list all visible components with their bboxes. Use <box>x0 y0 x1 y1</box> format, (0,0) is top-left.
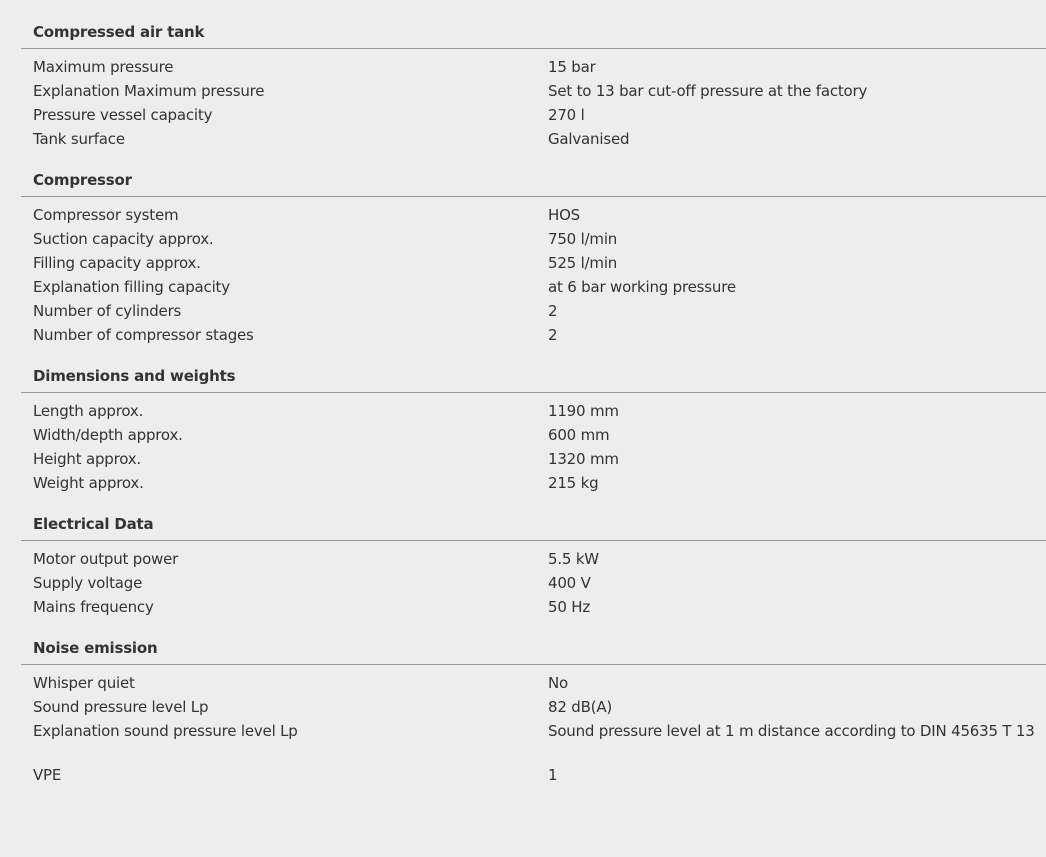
spec-row <box>21 103 1046 127</box>
spec-value: 215 kg <box>548 474 599 492</box>
spec-row <box>21 547 1046 571</box>
spec-value: 2 <box>548 302 558 320</box>
spec-value: Galvanised <box>548 130 630 148</box>
spec-value: 82 dB(A) <box>548 698 613 716</box>
spec-value: 600 mm <box>548 426 610 444</box>
spec-row <box>21 203 1046 227</box>
spec-label: Suction capacity approx. <box>33 230 214 248</box>
spec-row <box>21 399 1046 423</box>
section-compressor <box>21 167 1046 363</box>
vpe-block <box>21 759 1046 787</box>
spec-label: Maximum pressure <box>33 58 174 76</box>
spec-row <box>21 695 1046 719</box>
spec-row-vpe <box>21 763 1046 787</box>
spec-value: 750 l/min <box>548 230 618 248</box>
spec-row <box>21 275 1046 299</box>
spec-value: 2 <box>548 326 558 344</box>
spec-row <box>21 471 1046 495</box>
spec-label: Supply voltage <box>33 574 143 592</box>
spec-row <box>21 299 1046 323</box>
spec-row <box>21 719 1046 743</box>
section-title: Dimensions and weights <box>21 363 1046 393</box>
spec-label: Height approx. <box>33 450 141 468</box>
spec-label: Length approx. <box>33 402 144 420</box>
spec-label: Motor output power <box>33 550 179 568</box>
spec-value: at 6 bar working pressure <box>548 278 736 296</box>
spec-label: VPE <box>33 766 62 784</box>
spec-row <box>21 251 1046 275</box>
spec-value: HOS <box>548 206 581 224</box>
spec-value: 15 bar <box>548 58 596 76</box>
spec-row <box>21 55 1046 79</box>
spec-label: Number of compressor stages <box>33 326 254 344</box>
spec-row <box>21 423 1046 447</box>
spec-value: Set to 13 bar cut-off pressure at the factory <box>548 82 868 100</box>
spec-value: 5.5 kW <box>548 550 599 568</box>
spec-label: Whisper quiet <box>33 674 135 692</box>
section-compressed-air-tank <box>21 19 1046 167</box>
section-noise-emission <box>21 635 1046 759</box>
spec-label: Filling capacity approx. <box>33 254 201 272</box>
spec-label: Weight approx. <box>33 474 144 492</box>
spec-value: No <box>548 674 568 692</box>
spec-value: 1 <box>548 766 558 784</box>
section-title: Compressed air tank <box>21 19 1046 49</box>
spec-label: Compressor system <box>33 206 179 224</box>
spec-value: 525 l/min <box>548 254 618 272</box>
spec-value: Sound pressure level at 1 m distance according to DIN 45635 T 13 <box>548 722 1035 740</box>
section-dimensions-and-weights <box>21 363 1046 511</box>
spec-value: 400 V <box>548 574 591 592</box>
spec-label: Pressure vessel capacity <box>33 106 213 124</box>
spec-label: Explanation sound pressure level Lp <box>33 722 298 740</box>
spec-label: Mains frequency <box>33 598 154 616</box>
section-title: Electrical Data <box>21 511 1046 541</box>
spec-label: Tank surface <box>33 130 125 148</box>
spec-row <box>21 323 1046 347</box>
spec-value: 1320 mm <box>548 450 619 468</box>
spec-label: Explanation filling capacity <box>33 278 230 296</box>
spec-value: 270 l <box>548 106 585 124</box>
spec-row <box>21 671 1046 695</box>
spec-label: Sound pressure level Lp <box>33 698 209 716</box>
spec-row <box>21 595 1046 619</box>
spec-label: Width/depth approx. <box>33 426 183 444</box>
spec-value: 1190 mm <box>548 402 619 420</box>
spec-label: Number of cylinders <box>33 302 182 320</box>
spec-value: 50 Hz <box>548 598 591 616</box>
section-electrical-data <box>21 511 1046 635</box>
spec-label: Explanation Maximum pressure <box>33 82 265 100</box>
section-title: Noise emission <box>21 635 1046 665</box>
spec-row <box>21 571 1046 595</box>
spec-row <box>21 79 1046 103</box>
spec-row <box>21 127 1046 151</box>
spec-row <box>21 447 1046 471</box>
spec-row <box>21 227 1046 251</box>
section-title: Compressor <box>21 167 1046 197</box>
